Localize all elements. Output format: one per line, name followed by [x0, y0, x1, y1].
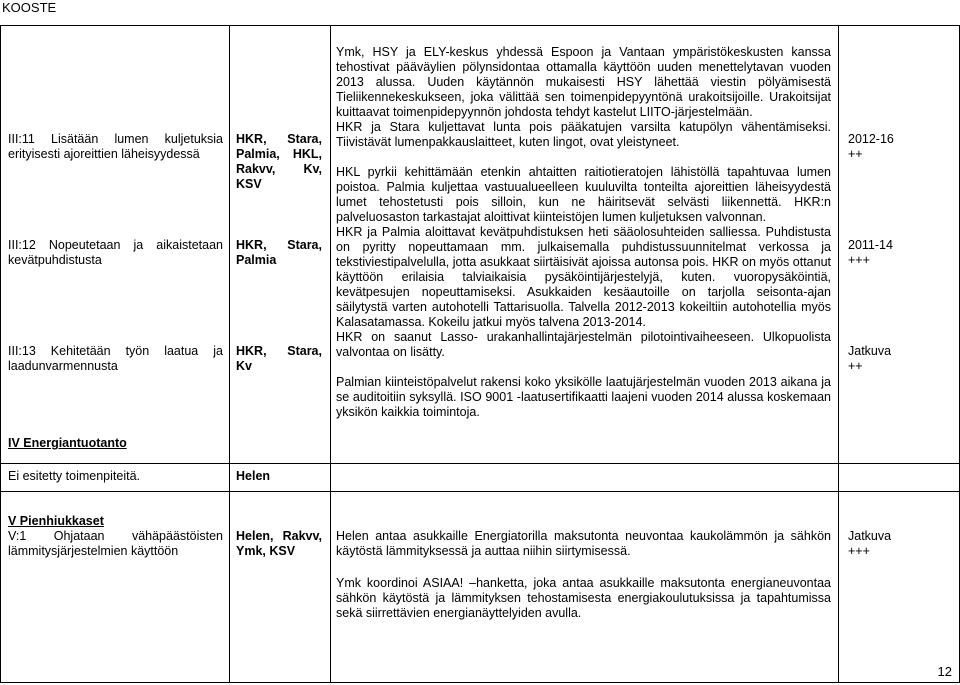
status-rating: +++ — [848, 253, 870, 267]
page-number: 12 — [937, 664, 952, 679]
description-paragraph: HKR on saanut Lasso- urakanhallintajärjestelmän pilotointivaiheeseen. Ulkopuolista valvontaa on lisätty. — [336, 330, 831, 359]
measure-iv: Ei esitetty toimenpiteitä. — [8, 469, 141, 483]
status-period: Jatkuva — [848, 344, 892, 358]
column-divider-1 — [229, 25, 230, 682]
actors-iii-13: HKR, Stara, Kv — [236, 344, 322, 373]
status-iii-13 — [848, 344, 953, 374]
table-border-left — [0, 25, 1, 682]
status-iii-12 — [848, 238, 953, 268]
status-rating: ++ — [848, 147, 863, 161]
measure-iii-12: III:12 Nopeutetaan ja aikaistetaan kevätpuhdistusta — [8, 238, 223, 267]
row-divider-v — [0, 491, 960, 492]
measure-iii-11: III:11 Lisätään lumen kuljetuksia erityisesti ajoreittien läheisyydessä — [8, 132, 223, 161]
description-paragraph: Ymk koordinoi ASIAA! –hanketta, joka antaa asukkaille maksutonta energianeuvontaa sähkön käytöstä ja lämmityksen tehostamisesta energiakoulutuksissa ja tapahtumissa sekä siirrettävien energianäyttelyiden avulla. — [336, 576, 831, 620]
description-paragraph: HKR ja Palmia aloittavat kevätpuhdistuksen heti sääolosuhteiden salliessa. Puhdistusta on pyritty nopeuttamaan mm. julkaisemalla puhdistussuunnitelmat verkossa ja tekstiviestipalvelulla, jotta asukkaat siirtäisivät ajoissa autonsa pois. HKR on myös ottanut käyttöön erilaisia talviaikaisia pysäköintijärjestelyjä, kuten. vuoropysäköintiä, kevätpesujen nopeuttamiseksi. Asukkaiden kesäautoille on tarjolla seisonta-ajan säilytystä varten autohotelli Tattarisuolla. Talvella 2012-2013 kokeiltiin autohotellia myös Kalasatamassa. Kokeilu jatkui myös talvena 2013-2014. — [336, 225, 831, 329]
status-v-1 — [848, 529, 953, 559]
actors-iii-12: HKR, Stara, Palmia — [236, 238, 322, 267]
description-block — [336, 45, 831, 420]
status-period: 2011-14 — [848, 238, 893, 252]
section-title-iv: IV Energiantuotanto — [8, 436, 127, 450]
status-iii-11 — [848, 132, 953, 162]
table-border-bottom — [0, 682, 960, 683]
description-paragraph: HKL pyrkii kehittämään etenkin ahtaitten raitiotieratojen lähistöllä tapahtuvaa lumen poistoa. Palmia kuljettaa vastuualueelleen kuuluvilta tonteilta ajoreittien läheisyydestä lumet tehostetusti pois silloin, kun ne häiritsevät selvästi liikennettä. HKR:n palveluosaston tarkastajat aloittivat kiinteistöjen lumen kuljetuksen valvonnan. — [336, 165, 831, 224]
description-v-1 — [336, 529, 831, 621]
row-divider-iv — [0, 463, 960, 464]
column-divider-3 — [838, 25, 839, 682]
status-rating: +++ — [848, 544, 870, 558]
description-paragraph: Ymk, HSY ja ELY-keskus yhdessä Espoon ja Vantaan ympäristökeskusten kanssa tehostivat pääväylien pölynsidontaa ottamalla käyttöön uuden menettelytavan vuoden 2013 alussa. Uuden käytännön mukaisesti HSY lähettää viestin pölyämisestä Tieliikennekeskukseen, joka välittää sen toimenpidepyyntönä urakoitsijoille. Urakoitsijat kuittaavat toimenpidepyynnön johdosta tehdyt kastelut LIITO-järjestelmään. — [336, 45, 831, 119]
status-period: Jatkuva — [848, 529, 892, 543]
section-title-v: V Pienhiukkaset — [8, 514, 104, 528]
status-period: 2012-16 — [848, 132, 894, 146]
description-paragraph: Helen antaa asukkaille Energiatorilla maksutonta neuvontaa kaukolämmön ja sähkön käytöstä lämmityksessä ja auttaa niihin siirtymisessä. — [336, 529, 831, 558]
actors-iii-11: HKR, Stara, Palmia, HKL, Rakvv, Kv, KSV — [236, 132, 322, 191]
page-header: KOOSTE — [2, 0, 57, 15]
measure-v-1: V:1 Ohjataan vähäpäästöisten lämmitysjärjestelmien käyttöön — [8, 529, 223, 558]
description-paragraph: HKR ja Stara kuljettavat lunta pois pääkatujen varsilta katupölyn vähentämiseksi. Tiivistävät lumenpakkauslaitteet, kuten lingot, ovat yleistyneet. — [336, 120, 831, 149]
description-paragraph: Palmian kiinteistöpalvelut rakensi koko yksikölle laatujärjestelmän vuoden 2013 aikana ja se auditoitiin syksyllä. ISO 9001 -laatusertifikaatti laajeni vuoden 2014 alussa koskemaan yksikön kaikkia toimintoja. — [336, 375, 831, 419]
column-divider-2 — [330, 25, 331, 682]
actors-iv: Helen — [236, 469, 271, 483]
measure-iii-13: III:13 Kehitetään työn laatua ja laadunvarmennusta — [8, 344, 223, 373]
status-rating: ++ — [848, 359, 863, 373]
actors-v-1: Helen, Rakvv, Ymk, KSV — [236, 529, 322, 558]
table-border-top — [0, 25, 960, 26]
